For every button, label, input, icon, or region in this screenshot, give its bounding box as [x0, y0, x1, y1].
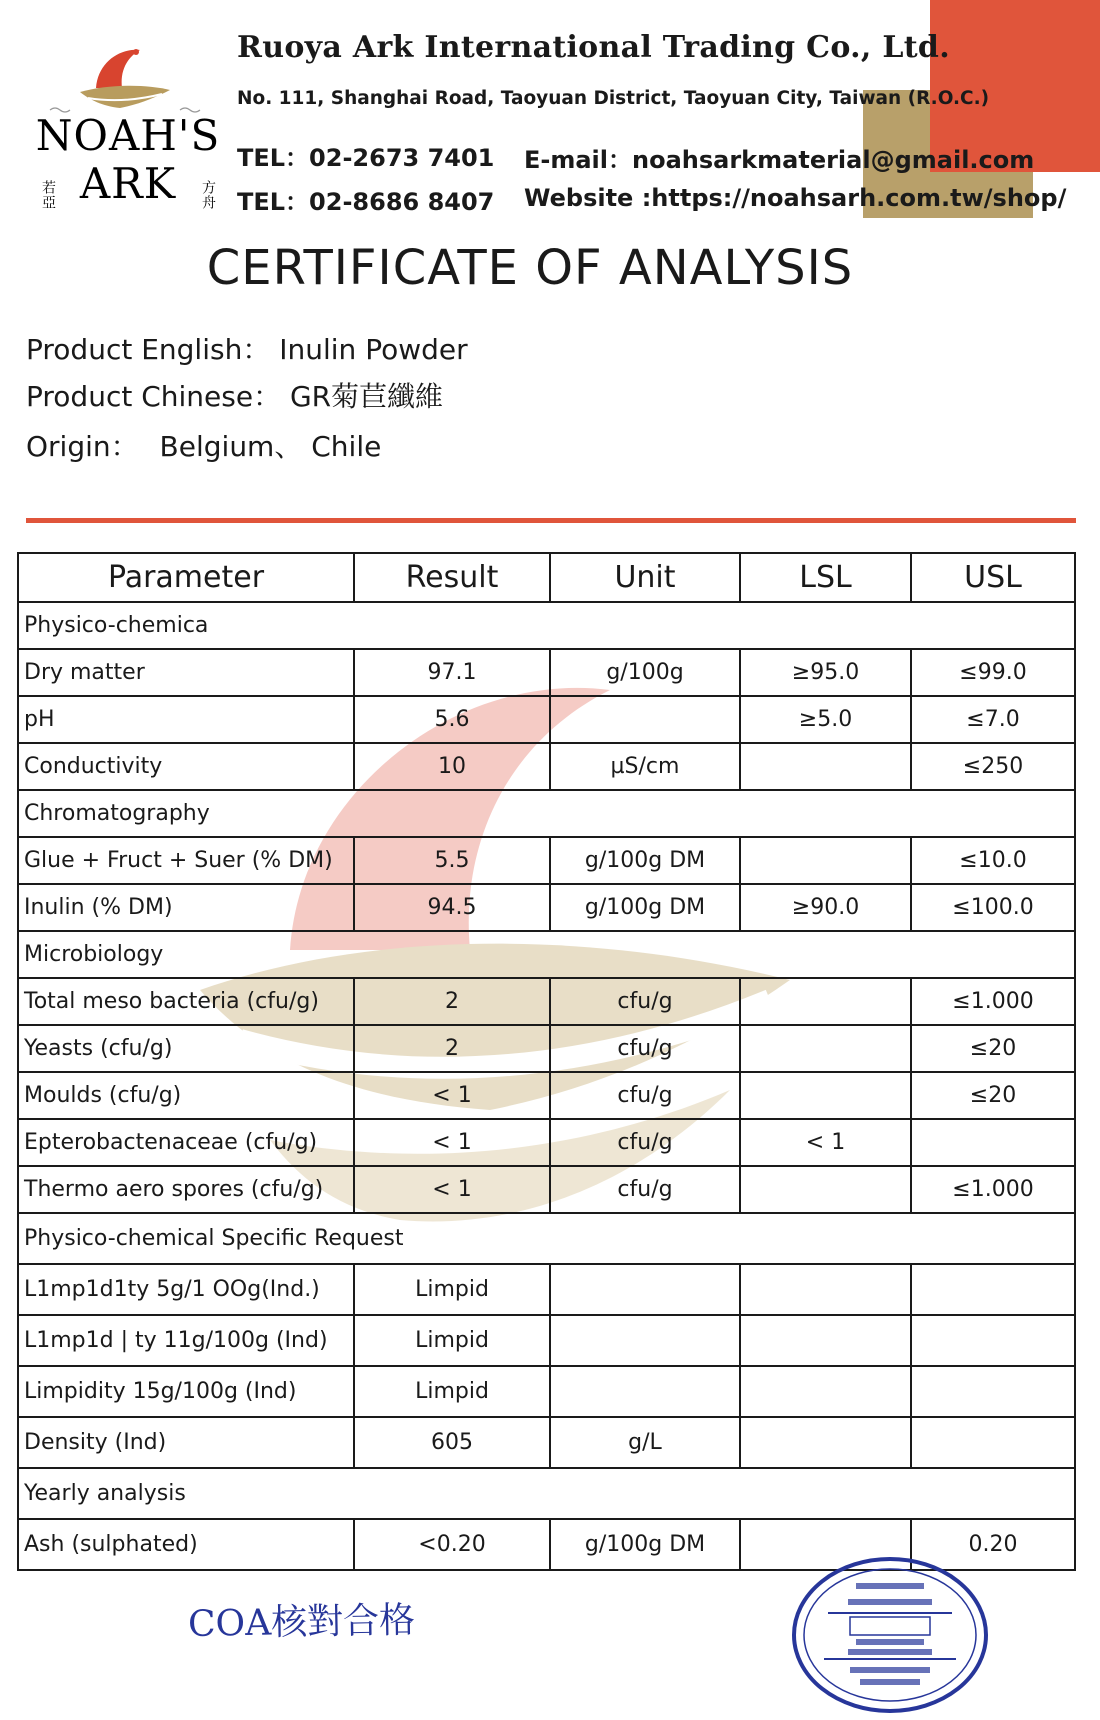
- table-row: [18, 884, 1075, 931]
- table-header-row: [18, 553, 1075, 602]
- cell-parameter: Epterobactenaceae (cfu/g): [18, 1119, 354, 1166]
- cell-parameter: Limpidity 15g/100g (Ind): [18, 1366, 354, 1417]
- cell-unit: cfu/g: [550, 1166, 740, 1213]
- cell-parameter: pH: [18, 696, 354, 743]
- section-title: Chromatography: [18, 790, 1075, 837]
- table-row: [18, 1264, 1075, 1315]
- ark-logo-icon: [28, 40, 228, 215]
- cell-usl: ≤20: [911, 1072, 1075, 1119]
- cell-lsl: [740, 1366, 911, 1417]
- logo-wordmark-top: NOAH'S: [35, 111, 221, 160]
- column-header-parameter: Parameter: [18, 553, 354, 602]
- website-url: Website :https://noahsarh.com.tw/shop/: [524, 184, 1067, 212]
- origin-value: Belgium、 Chile: [159, 430, 382, 463]
- cell-result: 97.1: [354, 649, 550, 696]
- cell-unit: cfu/g: [550, 1072, 740, 1119]
- cell-parameter: Moulds (cfu/g): [18, 1072, 354, 1119]
- table-row: [18, 649, 1075, 696]
- cell-usl: ≤10.0: [911, 837, 1075, 884]
- section-title: Physico-chemical Specific Request: [18, 1213, 1075, 1264]
- product-english-label: Product English：: [26, 333, 271, 366]
- cell-result: 2: [354, 978, 550, 1025]
- cell-result: 2: [354, 1025, 550, 1072]
- cell-lsl: [740, 743, 911, 790]
- cell-unit: g/L: [550, 1417, 740, 1468]
- company-seal: [790, 1555, 990, 1715]
- cell-unit: g/100g DM: [550, 1519, 740, 1570]
- cell-unit: cfu/g: [550, 978, 740, 1025]
- cell-usl: [911, 1264, 1075, 1315]
- table-row: [18, 1166, 1075, 1213]
- company-name: Ruoya Ark International Trading Co., Ltd.: [237, 30, 950, 65]
- product-english-row: [26, 328, 468, 368]
- table-row: [18, 1119, 1075, 1166]
- cell-parameter: Ash (sulphated): [18, 1519, 354, 1570]
- cell-unit: [550, 1366, 740, 1417]
- column-header-result: Result: [354, 553, 550, 602]
- table-row: [18, 1315, 1075, 1366]
- column-header-usl: USL: [911, 553, 1075, 602]
- cell-unit: g/100g: [550, 649, 740, 696]
- cell-lsl: [740, 837, 911, 884]
- cell-usl: [911, 1366, 1075, 1417]
- column-header-lsl: LSL: [740, 553, 911, 602]
- product-english-value: Inulin Powder: [279, 333, 468, 366]
- cell-lsl: [740, 978, 911, 1025]
- company-address: No. 111, Shanghai Road, Taoyuan District, Taoyuan City, Taiwan (R.O.C.): [237, 88, 990, 109]
- analysis-table: [17, 552, 1076, 1571]
- divider-rule: [26, 518, 1076, 523]
- cell-result: 5.5: [354, 837, 550, 884]
- cell-parameter: L1mp1d1ty 5g/1 OOg(Ind.): [18, 1264, 354, 1315]
- approval-stamp: COA核對合格: [187, 1600, 416, 1645]
- cell-parameter: Inulin (% DM): [18, 884, 354, 931]
- logo-chinese-left: 若亞: [40, 180, 56, 210]
- cell-usl: ≤250: [911, 743, 1075, 790]
- cell-result: Limpid: [354, 1366, 550, 1417]
- origin-label: Origin：: [26, 430, 139, 463]
- cell-usl: ≤1.000: [911, 1166, 1075, 1213]
- table-row: [18, 1366, 1075, 1417]
- product-chinese-row: [26, 375, 443, 415]
- cell-usl: [911, 1119, 1075, 1166]
- cell-parameter: Conductivity: [18, 743, 354, 790]
- cell-unit: [550, 696, 740, 743]
- cell-result: < 1: [354, 1166, 550, 1213]
- cell-lsl: ≥95.0: [740, 649, 911, 696]
- cell-lsl: [740, 1072, 911, 1119]
- email-address: E-mail：noahsarkmaterial@gmail.com: [524, 146, 1035, 174]
- section-title: Microbiology: [18, 931, 1075, 978]
- section-title: Physico-chemica: [18, 602, 1075, 649]
- cell-parameter: Total meso bacteria (cfu/g): [18, 978, 354, 1025]
- cell-unit: g/100g DM: [550, 884, 740, 931]
- cell-result: 5.6: [354, 696, 550, 743]
- cell-result: 94.5: [354, 884, 550, 931]
- cell-usl: 0.20: [911, 1519, 1075, 1570]
- cell-parameter: Glue + Fruct + Suer (% DM): [18, 837, 354, 884]
- product-chinese-label: Product Chinese：: [26, 380, 282, 413]
- section-row: [18, 1468, 1075, 1519]
- cell-lsl: [740, 1025, 911, 1072]
- table-row: [18, 837, 1075, 884]
- cell-usl: ≤1.000: [911, 978, 1075, 1025]
- cell-unit: [550, 1315, 740, 1366]
- cell-parameter: Thermo aero spores (cfu/g): [18, 1166, 354, 1213]
- cell-lsl: ≥90.0: [740, 884, 911, 931]
- cell-parameter: Density (Ind): [18, 1417, 354, 1468]
- cell-unit: cfu/g: [550, 1025, 740, 1072]
- telephone-1: TEL：02-2673 7401: [237, 144, 495, 172]
- cell-result: < 1: [354, 1072, 550, 1119]
- cell-unit: g/100g DM: [550, 837, 740, 884]
- section-row: [18, 931, 1075, 978]
- cell-parameter: Dry matter: [18, 649, 354, 696]
- cell-result: < 1: [354, 1119, 550, 1166]
- cell-usl: [911, 1417, 1075, 1468]
- section-row: [18, 602, 1075, 649]
- table-row: [18, 1417, 1075, 1468]
- cell-lsl: [740, 1315, 911, 1366]
- cell-lsl: ≥5.0: [740, 696, 911, 743]
- document-title: CERTIFICATE OF ANALYSIS: [206, 240, 854, 296]
- cell-result: Limpid: [354, 1264, 550, 1315]
- seal-icon: [790, 1555, 990, 1715]
- cell-result: 605: [354, 1417, 550, 1468]
- cell-usl: ≤7.0: [911, 696, 1075, 743]
- cell-usl: ≤100.0: [911, 884, 1075, 931]
- logo-chinese-right: 方舟: [200, 180, 216, 210]
- cell-usl: [911, 1315, 1075, 1366]
- cell-lsl: < 1: [740, 1119, 911, 1166]
- table-row: [18, 1072, 1075, 1119]
- cell-lsl: [740, 1417, 911, 1468]
- cell-usl: ≤20: [911, 1025, 1075, 1072]
- cell-parameter: Yeasts (cfu/g): [18, 1025, 354, 1072]
- cell-result: Limpid: [354, 1315, 550, 1366]
- section-row: [18, 790, 1075, 837]
- table-row: [18, 743, 1075, 790]
- column-header-unit: Unit: [550, 553, 740, 602]
- telephone-2: TEL：02-8686 8407: [237, 188, 495, 216]
- origin-row: [26, 425, 381, 465]
- cell-result: 10: [354, 743, 550, 790]
- section-row: [18, 1213, 1075, 1264]
- table-row: [18, 696, 1075, 743]
- cell-usl: ≤99.0: [911, 649, 1075, 696]
- cell-lsl: [740, 1264, 911, 1315]
- cell-unit: µS/cm: [550, 743, 740, 790]
- cell-result: <0.20: [354, 1519, 550, 1570]
- cell-parameter: L1mp1d | ty 11g/100g (Ind): [18, 1315, 354, 1366]
- table-row: [18, 1025, 1075, 1072]
- cell-unit: [550, 1264, 740, 1315]
- section-title: Yearly analysis: [18, 1468, 1075, 1519]
- table-row: [18, 978, 1075, 1025]
- cell-unit: cfu/g: [550, 1119, 740, 1166]
- logo-wordmark-bottom: ARK: [79, 159, 177, 208]
- product-chinese-value: GR菊苣纖維: [289, 380, 444, 413]
- company-logo: [28, 40, 228, 215]
- cell-lsl: [740, 1166, 911, 1213]
